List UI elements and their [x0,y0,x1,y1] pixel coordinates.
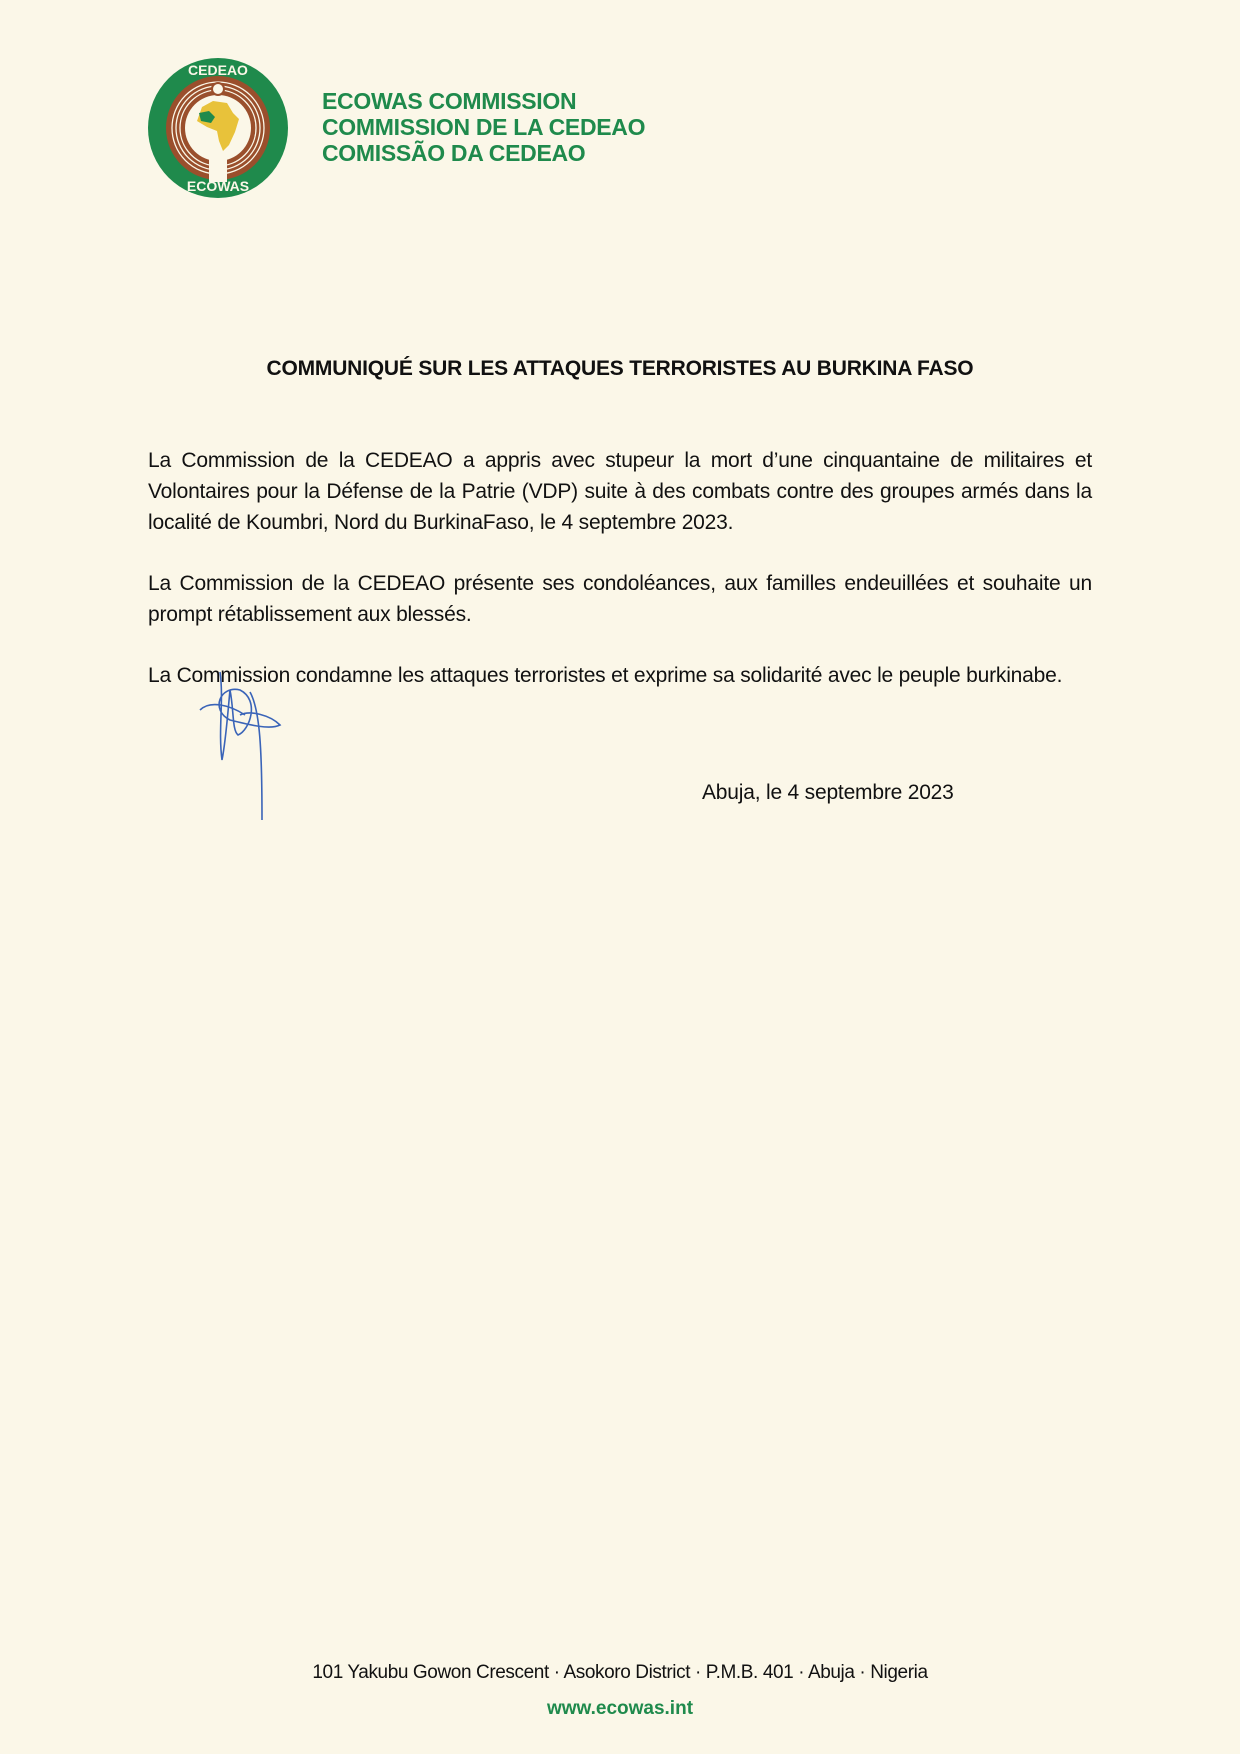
handwritten-signature [190,670,320,820]
paragraph-3: La Commission condamne les attaques terroristes et exprime sa solidarité avec le peuple burkinabe. [148,664,1063,687]
organization-names [322,88,645,166]
document-title: COMMUNIQUÉ SUR LES ATTAQUES TERRORISTES AU BURKINA FASO [266,357,974,380]
paragraph-1: La Commission de la CEDEAO a appris avec stupeur la mort d’une cinquantaine de militaires et Volontaires pour la Défense de la Patrie (VDP) suite à des combats contre des groupes armés dans la localité de Koumbri, Nord du BurkinaFaso, le 4 septembre 2023. [148,449,1092,534]
place-and-date: Abuja, le 4 septembre 2023 [702,781,954,804]
footer-website-link[interactable]: www.ecowas.int [546,1698,694,1719]
paragraph-2: La Commission de la CEDEAO présente ses condoléances, aux familles endeuillées et souhaite un prompt rétablissement aux blessés. [148,572,1092,626]
sun-emblem-icon [212,83,224,95]
logo-bottom-text: ECOWAS [186,178,250,194]
ecowas-logo [147,57,289,199]
org-name-en: ECOWAS COMMISSION [322,88,577,114]
logo-top-text: CEDEAO [188,62,248,78]
footer-address: 101 Yakubu Gowon Crescent · Asokoro District · P.M.B. 401 · Abuja · Nigeria [312,1662,928,1683]
org-name-pt: COMISSÃO DA CEDEAO [322,140,586,166]
org-name-fr: COMMISSION DE LA CEDEAO [322,114,646,140]
